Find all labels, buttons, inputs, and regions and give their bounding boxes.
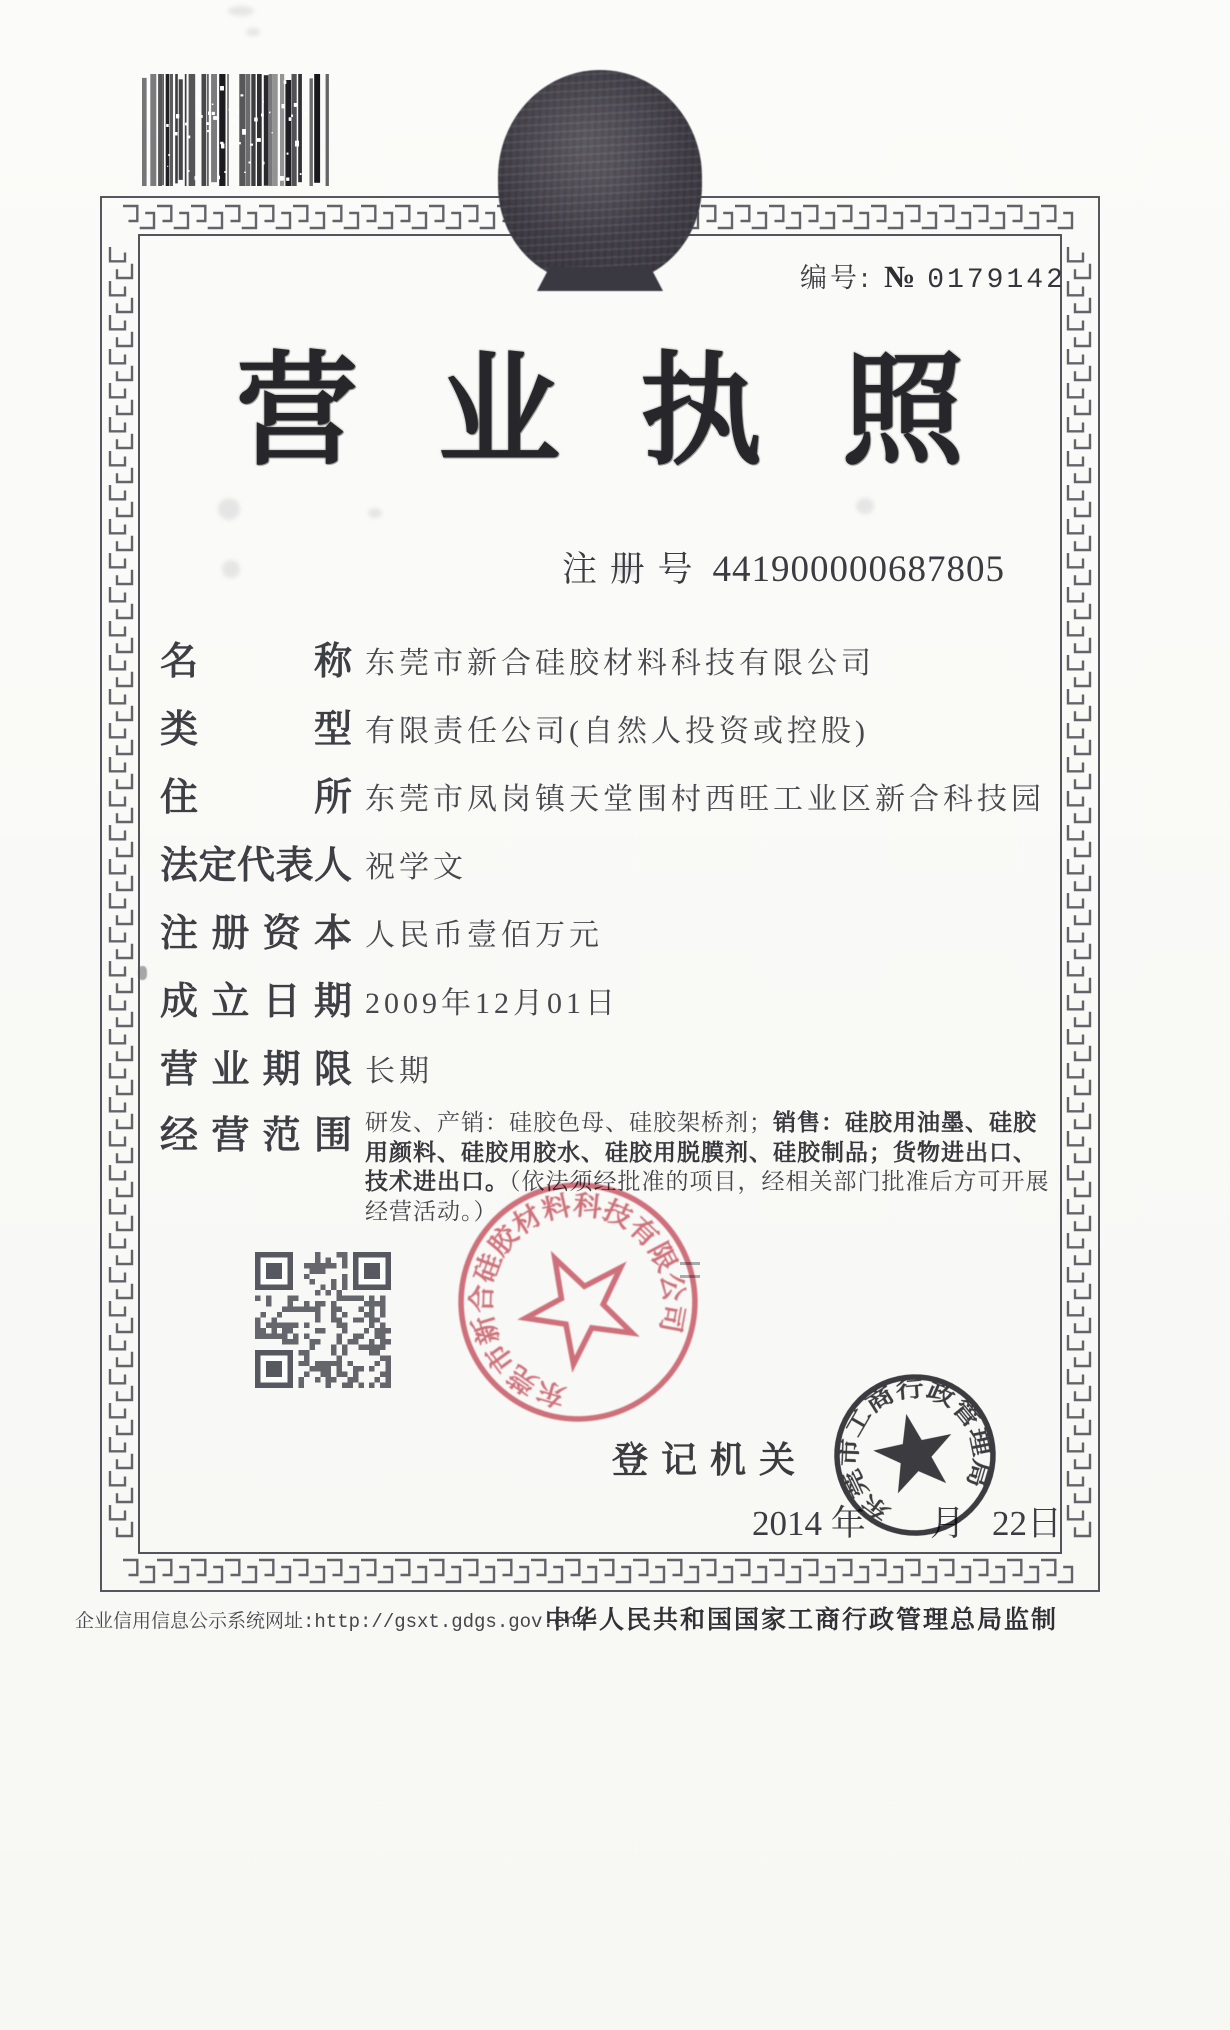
business-scope-text [365, 1108, 1057, 1226]
field-label: 经营范围 [160, 1115, 352, 1157]
license-title: 营业执照 [236, 340, 1044, 482]
serial-label: 编号: [800, 263, 873, 294]
registration-number-line [562, 542, 1005, 592]
scope-part-1: 研发、产销：硅胶色母、硅胶架桥剂； [365, 1110, 773, 1135]
field-label: 住所 [160, 777, 352, 819]
field-value: 长期 [365, 1055, 433, 1088]
field-row-address [160, 766, 1075, 821]
field-value: 2009年12月01日 [365, 987, 619, 1020]
registration-authority-label: 登 记 机 关 [612, 1440, 798, 1480]
footer-issuing-agency: 中华人民共和国国家工商行政管理总局监制 [545, 1605, 1059, 1634]
issue-date-day: 22日 [992, 1504, 1063, 1543]
serial-number: 0179142 [927, 265, 1066, 296]
numero-sign: № [884, 259, 916, 294]
scan-smudge [228, 6, 254, 16]
scan-smudge [246, 28, 260, 36]
field-label: 营业期限 [160, 1049, 352, 1091]
field-label: 注册资本 [160, 913, 352, 955]
field-label: 成立日期 [160, 981, 352, 1023]
field-label: 类型 [160, 709, 352, 751]
field-value: 有限责任公司(自然人投资或控股) [365, 715, 869, 748]
field-value: 祝学文 [365, 851, 467, 884]
field-row-name [160, 630, 1075, 685]
star-icon [867, 1406, 961, 1497]
field-value: 东莞市凤岗镇天堂围村西旺工业区新合科技园 [365, 783, 1045, 816]
national-emblem-icon [498, 70, 702, 284]
border-meander-bottom [104, 1554, 1092, 1588]
field-label: 名称 [160, 641, 352, 683]
serial-number-line [800, 256, 1066, 296]
field-row-business-term [160, 1038, 1075, 1093]
border-meander-left [104, 236, 138, 1548]
field-label: 法定代表人 [160, 845, 352, 887]
scope-part-2: 销售：硅胶用油墨、硅胶用颜料、硅胶用胶水、硅胶用脱膜剂、硅胶制品；货物进出口、技术进出口。 [365, 1110, 1037, 1194]
border-meander-right [1062, 236, 1096, 1548]
registration-number-value: 441900000687805 [712, 549, 1006, 590]
registrar-seal-stamp [806, 1346, 1024, 1564]
field-row-registered-capital [160, 902, 1075, 957]
field-value: 东莞市新合硅胶材料科技有限公司 [365, 647, 875, 680]
scope-part-3: （依法须经批准的项目，经相关部门批准后方可开展经营活动。） [365, 1169, 1050, 1224]
field-row-legal-representative [160, 834, 1075, 889]
registration-number-label: 注 册 号 [562, 550, 695, 589]
issue-date-month: 月 [930, 1504, 966, 1543]
footer-publicity-url: 企业信用信息公示系统网址:http://gsxt.gdgs.gov.cn/ [75, 1611, 589, 1633]
barcode-icon [140, 74, 330, 186]
registrar-seal-text: 东莞市工商行政管理局 [837, 1377, 993, 1526]
field-value: 人民币壹佰万元 [365, 919, 603, 952]
issue-date-year: 2014 年 [752, 1504, 866, 1543]
field-row-establish-date [160, 970, 1075, 1025]
field-row-type [160, 698, 1075, 753]
star-outline-icon [507, 1233, 650, 1374]
company-seal-text: 东莞市新合硅胶材料科技有限公司 [466, 1189, 690, 1412]
